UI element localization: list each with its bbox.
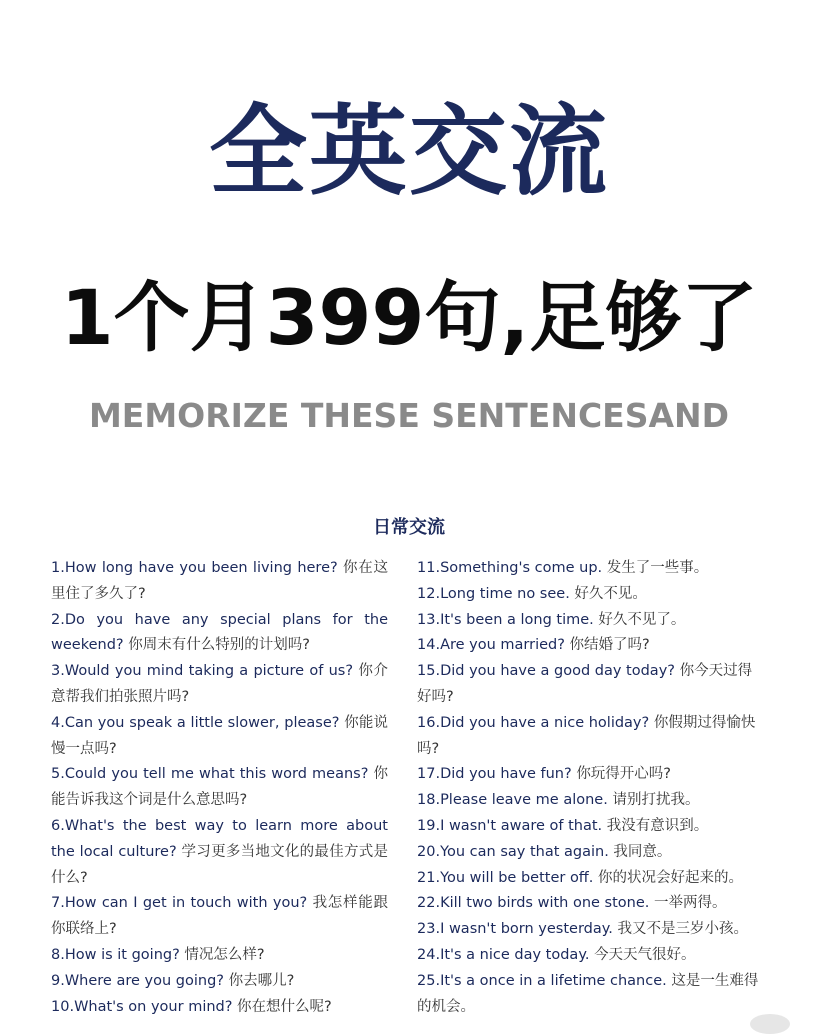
list-item [417,943,762,969]
list-item [417,762,762,788]
item-english: You will be better off. [440,869,594,886]
item-english: Do you have any special plans for the weekend? [51,611,388,654]
item-chinese: 我怎样能跟你联络上? [51,895,389,938]
item-number: 23. [417,921,441,938]
item-number: 18. [417,792,441,809]
item-chinese: 我同意。 [613,843,672,860]
item-chinese: 情况怎么样? [184,946,265,963]
item-english: Please leave me alone. [440,792,608,809]
item-english: Something's come up. [440,560,603,576]
list-item [417,711,762,763]
item-number: 22. [417,895,441,912]
item-chinese: 你能说慢一点吗? [51,714,389,757]
item-chinese: 请别打扰我。 [612,792,700,809]
item-number: 24. [417,946,441,963]
item-chinese: 你假期过得愉快吗? [417,714,756,757]
list-item [417,969,762,1021]
item-number: 15. [417,663,441,680]
item-english: I wasn't aware of that. [440,817,603,834]
item-number: 16. [417,714,441,731]
memorize-banner: MEMORIZE THESE SENTENCESAND [88,396,730,435]
page-title: 全英交流 [208,95,609,209]
item-chinese: 我又不是三岁小孩。 [617,921,748,938]
sentence-list-left [51,556,388,1020]
item-number: 11. [417,560,441,576]
item-number: 4. [51,714,65,731]
item-english: How can I get in touch with you? [64,895,308,912]
item-english: Would you mind taking a picture of us? [64,663,354,680]
item-number: 3. [51,663,65,680]
list-item [51,659,388,711]
item-english: What's the best way to learn more about the local culture? [51,817,388,860]
item-chinese: 我没有意识到。 [606,817,709,834]
item-english: Did you have fun? [440,766,572,783]
item-english: Where are you going? [64,972,224,989]
item-number: 17. [417,766,441,783]
list-item [51,608,388,660]
item-number: 8. [51,946,65,963]
item-chinese: 你介意帮我们拍张照片吗? [51,663,389,705]
item-number: 12. [417,585,441,602]
corner-decoration [750,1014,790,1034]
item-chinese: 你的状况会好起来的。 [598,869,744,886]
item-number: 2. [51,611,65,628]
item-english: I wasn't born yesterday. [440,921,613,938]
list-item [51,891,388,943]
item-number: 14. [417,637,441,654]
list-item [417,608,762,634]
list-item [417,659,762,711]
item-english: It's a once in a lifetime chance. [440,972,667,989]
item-number: 6. [51,817,65,834]
item-number: 20. [417,843,441,860]
item-chinese: 发生了一些事。 [606,560,709,576]
item-number: 5. [51,766,65,783]
list-item [51,556,388,608]
item-number: 25. [417,972,441,989]
list-item [417,866,762,892]
item-chinese: 一举两得。 [654,895,727,912]
item-english: It's a nice day today. [440,946,590,963]
item-english: Are you married? [440,637,565,654]
item-chinese: 你结婚了吗? [569,637,650,654]
item-english: Kill two birds with one stone. [440,895,650,912]
list-item [51,943,388,969]
item-chinese: 你今天过得好吗? [417,663,753,705]
item-english: Could you tell me what this word means? [64,766,369,783]
item-english: How long have you been living here? [64,560,338,576]
item-chinese: 好久不见了。 [598,611,686,628]
item-english: You can say that again. [440,843,609,860]
item-english: How is it going? [64,946,180,963]
item-english: Can you speak a little slower, please? [64,714,340,731]
item-chinese: 好久不见。 [574,585,647,602]
item-number: 7. [51,895,65,912]
item-number: 9. [51,972,65,989]
item-chinese: 你玩得开心吗? [576,766,672,783]
item-chinese: 你去哪儿? [228,972,295,989]
sentence-list-right [417,556,762,1020]
list-item [417,840,762,866]
item-english: Long time no see. [440,585,570,602]
section-title: 日常交流 [373,517,445,538]
item-chinese: 你在这里住了多久了? [51,560,389,602]
item-number: 21. [417,869,441,886]
list-item [51,995,388,1021]
list-item [417,582,762,608]
list-item [51,711,388,763]
item-chinese: 你周末有什么特别的计划吗? [128,637,310,654]
list-item [417,917,762,943]
item-chinese: 这是一生难得的机会。 [417,972,759,1015]
item-english: Did you have a nice holiday? [440,714,650,731]
item-english: It's been a long time. [440,611,594,628]
item-number: 10. [51,998,75,1015]
list-item [51,762,388,814]
item-english: What's on your mind? [74,998,233,1015]
item-number: 1. [51,560,65,576]
list-item [417,788,762,814]
item-english: Did you have a good day today? [440,663,675,680]
item-chinese: 学习更多当地文化的最佳方式是什么? [51,843,388,886]
item-chinese: 今天天气很好。 [594,946,696,963]
list-item [417,556,762,582]
list-item [417,633,762,659]
list-item [417,891,762,917]
page-subtitle: 1个月399句,足够了 [60,273,758,362]
list-item [51,969,388,995]
item-number: 13. [417,611,441,628]
list-item [417,814,762,840]
item-number: 19. [417,817,441,834]
list-item [51,814,388,891]
item-chinese: 你能告诉我这个词是什么意思吗? [51,766,389,809]
item-chinese: 你在想什么呢? [237,998,332,1015]
